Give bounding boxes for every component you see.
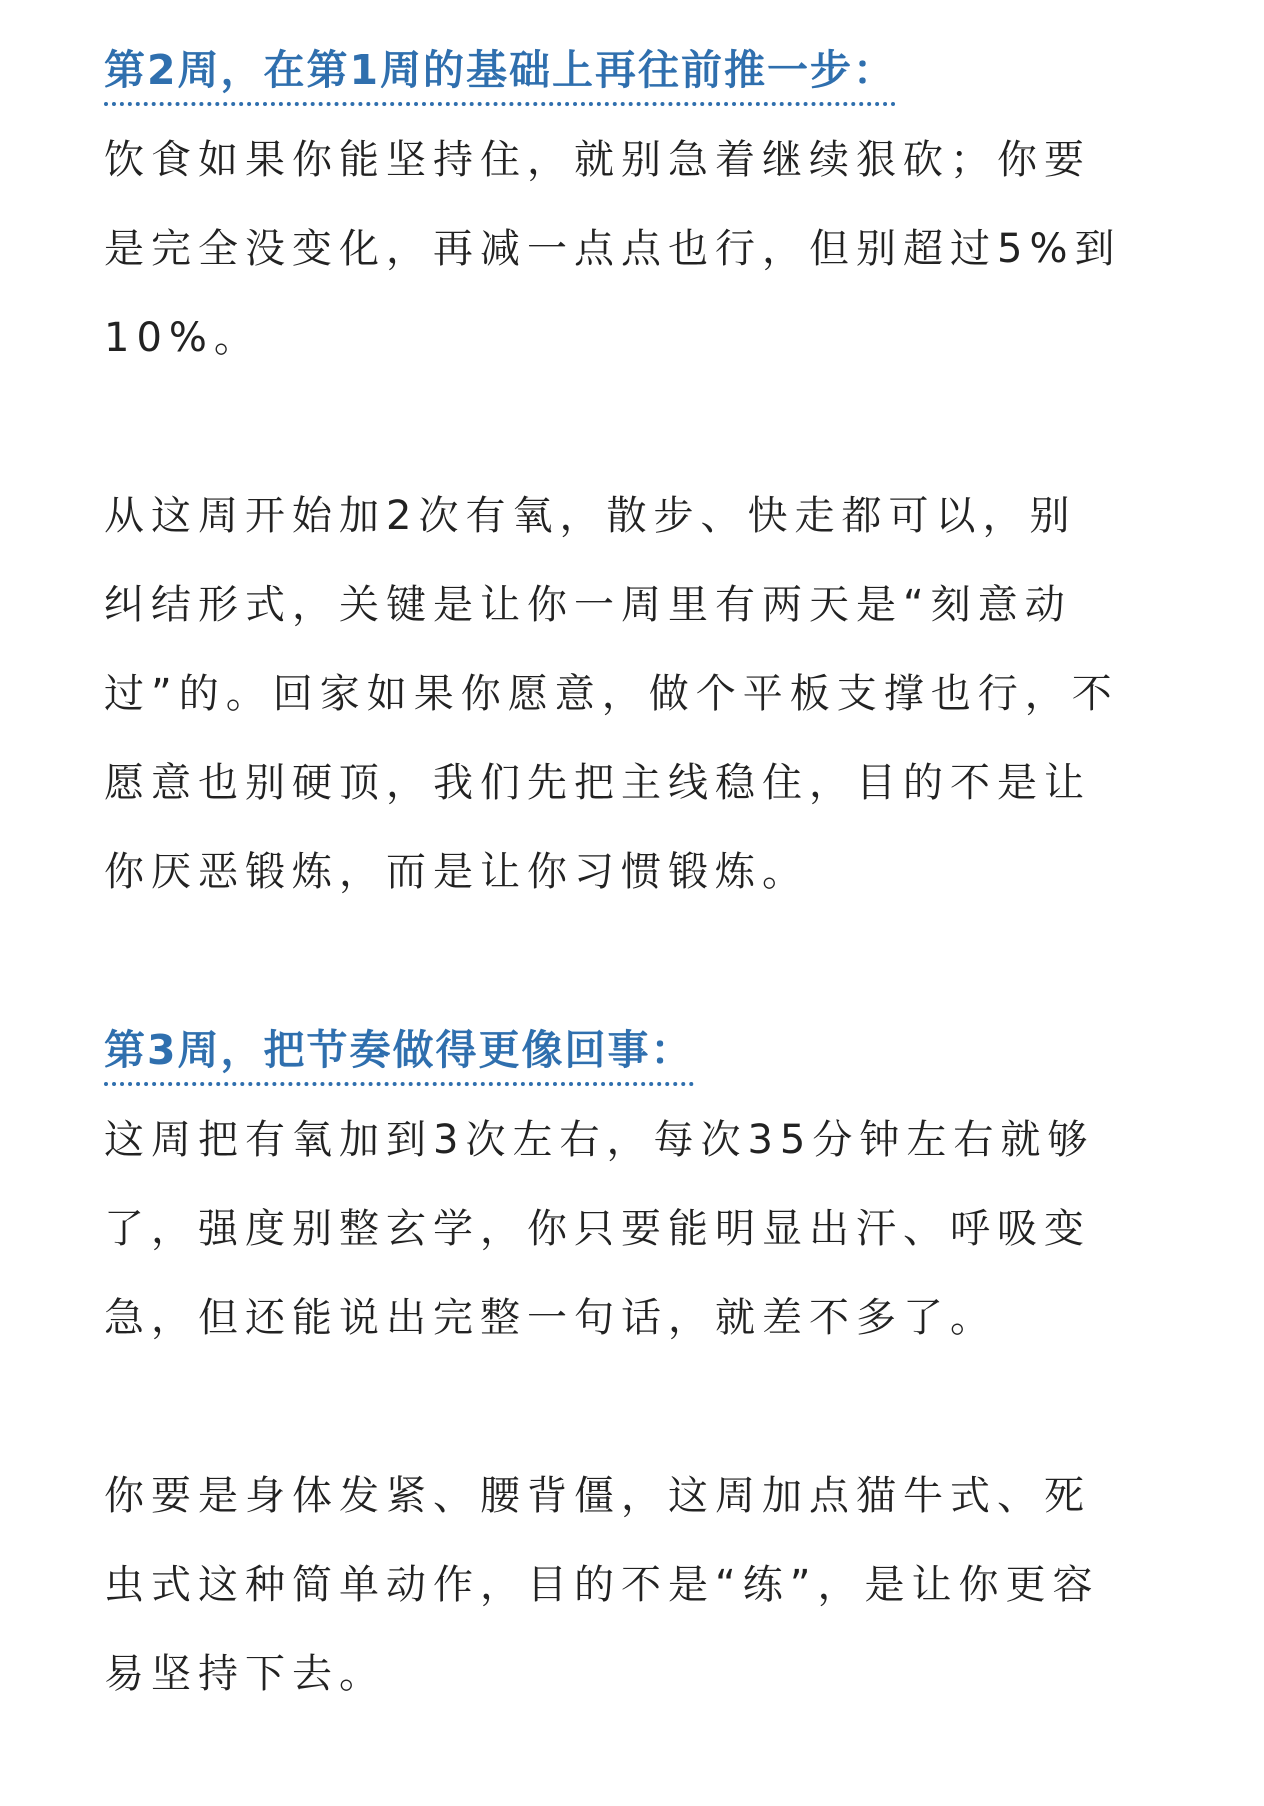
week2-cardio-paragraph (104, 472, 1160, 917)
paragraph-line: 过”的。回家如果你愿意，做个平板支撑也行，不 (104, 671, 1119, 717)
week2-diet-paragraph (104, 116, 1160, 383)
paragraph-line: 这周把有氧加到3次左右，每次35分钟左右就够 (104, 1117, 1095, 1163)
paragraph-line: 易坚持下去。 (104, 1651, 386, 1697)
week3-stretch-paragraph (104, 1452, 1160, 1719)
paragraph-line: 纠结形式，关键是让你一周里有两天是“刻意动 (104, 582, 1072, 628)
paragraph-line: 饮食如果你能坚持住，就别急着继续狠砍；你要 (104, 137, 1091, 183)
week3-cardio-paragraph (104, 1096, 1160, 1363)
paragraph-line: 是完全没变化，再减一点点也行，但别超过5%到 (104, 226, 1122, 272)
paragraph-line: 愿意也别硬顶，我们先把主线稳住，目的不是让 (104, 760, 1091, 806)
paragraph-line: 虫式这种简单动作，目的不是“练”，是让你更容 (104, 1562, 1100, 1608)
paragraph-line: 你厌恶锻炼，而是让你习惯锻炼。 (104, 849, 809, 895)
week3-heading: 第3周，把节奏做得更像回事： (104, 1024, 694, 1086)
paragraph-line: 了，强度别整玄学，你只要能明显出汗、呼吸变 (104, 1206, 1091, 1252)
week2-heading: 第2周，在第1周的基础上再往前推一步： (104, 44, 896, 106)
paragraph-line: 急，但还能说出完整一句话，就差不多了。 (104, 1295, 997, 1341)
paragraph-line: 从这周开始加2次有氧，散步、快走都可以，别 (104, 493, 1077, 539)
paragraph-line: 你要是身体发紧、腰背僵，这周加点猫牛式、死 (104, 1473, 1091, 1519)
paragraph-line: 10%。 (104, 315, 261, 361)
